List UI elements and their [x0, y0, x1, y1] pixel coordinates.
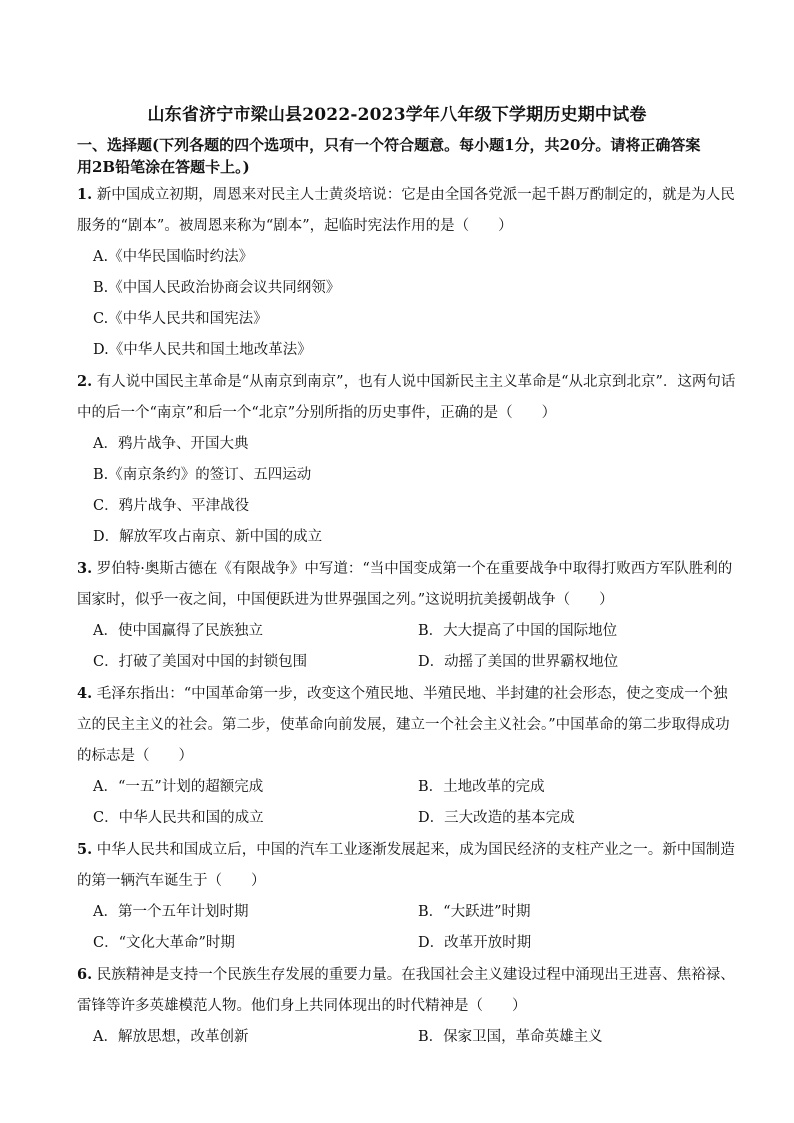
answer-option: C．打破了美国对中国的封锁包围	[93, 654, 308, 670]
question-line: 的标志是（ ）	[77, 748, 193, 764]
answer-option: A．第一个五年计划时期	[93, 904, 249, 920]
question-line	[77, 185, 737, 205]
question-line: 中的后一个“南京”和后一个“北京”分别所指的历史事件，正确的是（ ）	[77, 405, 557, 421]
answer-option: C．鸦片战争、平津战役	[93, 498, 250, 514]
answer-option: A.《中华民国临时约法》	[93, 249, 254, 265]
answer-option: C．中华人民共和国的成立	[93, 810, 264, 826]
question-line: 雷锋等许多英雄模范人物。他们身上共同体现出的时代精神是（ ）	[77, 998, 527, 1014]
page-title: 山东省济宁市梁山县2022-2023学年八年级下学期历史期中试卷	[147, 105, 647, 125]
answer-option: C.《中华人民共和国宪法》	[93, 311, 268, 327]
question-line: 立的民主主义的社会。第二步，使革命向前发展，建立一个社会主义社会。”中国革命的第二步取得成功	[77, 717, 730, 733]
answer-option: D．三大改造的基本完成	[418, 810, 575, 826]
answer-option: B.《中国人民政治协商会议共同纲领》	[93, 280, 341, 296]
question-text: 新中国成立初期，周恩来对民主人士黄炎培说：它是由全国各党派一起千斟万酌制定的，就是为人民	[96, 187, 735, 203]
answer-option: A．使中国赢得了民族独立	[93, 623, 263, 639]
question-line: 服务的“剧本”。被周恩来称为“剧本”，起临时宪法作用的是（ ）	[77, 218, 513, 234]
question-text: 中华人民共和国成立后，中国的汽车工业逐渐发展起来，成为国民经济的支柱产业之一。新中国制造	[96, 842, 735, 858]
question-number: 5.	[77, 841, 93, 858]
question-number: 1.	[77, 186, 93, 203]
answer-option: A．解放思想，改革创新	[93, 1029, 249, 1045]
answer-option: D．解放军攻占南京、新中国的成立	[93, 529, 323, 545]
answer-option: D.《中华人民共和国土地改革法》	[93, 342, 312, 358]
question-line	[77, 965, 737, 985]
question-number: 4.	[77, 685, 93, 702]
question-line	[77, 372, 737, 392]
question-text: 民族精神是支持一个民族生存发展的重要力量。在我国社会主义建设过程中涌现出王进喜、焦裕禄、	[96, 967, 735, 983]
answer-option: A．“一五”计划的超额完成	[93, 779, 264, 795]
question-line	[77, 684, 737, 704]
answer-option: C．“文化大革命”时期	[93, 935, 235, 951]
answer-option: B．土地改革的完成	[418, 779, 545, 795]
question-line: 国家时，似乎一夜之间，中国便跃进为世界强国之列。”这说明抗美援朝战争（ ）	[77, 592, 614, 608]
question-text: 罗伯特·奥斯古德在《有限战争》中写道：“当中国变成第一个在重要战争中取得打败西方军队胜利的	[96, 561, 733, 577]
question-text: 有人说中国民主革命是“从南京到南京”，也有人说中国新民主主义革命是“从北京到北京”．这两句话	[96, 374, 736, 390]
answer-option: B．大大提高了中国的国际地位	[418, 623, 618, 639]
question-text: 毛泽东指出：“中国革命第一步，改变这个殖民地、半殖民地、半封建的社会形态，使之变成一个独	[96, 686, 728, 702]
section-heading-line: 用2B铅笔涂在答题卡上。)	[77, 158, 250, 176]
question-line	[77, 840, 737, 860]
question-number: 3.	[77, 560, 93, 577]
answer-option: B．“大跃进”时期	[418, 904, 531, 920]
answer-option: A．鸦片战争、开国大典	[93, 436, 249, 452]
section-heading-line: 一、选择题(下列各题的四个选项中，只有一个符合题意。每小题1分，共20分。请将正确答案	[77, 136, 701, 154]
answer-option: D．动摇了美国的世界霸权地位	[418, 654, 619, 670]
question-number: 6.	[77, 966, 93, 983]
answer-option: B.《南京条约》的签订、五四运动	[93, 467, 312, 483]
answer-option: B．保家卫国，革命英雄主义	[418, 1029, 603, 1045]
section-heading	[77, 134, 737, 178]
question-number: 2.	[77, 373, 93, 390]
question-line: 的第一辆汽车诞生于（ ）	[77, 873, 266, 889]
answer-option: D．改革开放时期	[418, 935, 532, 951]
question-line	[77, 559, 737, 579]
